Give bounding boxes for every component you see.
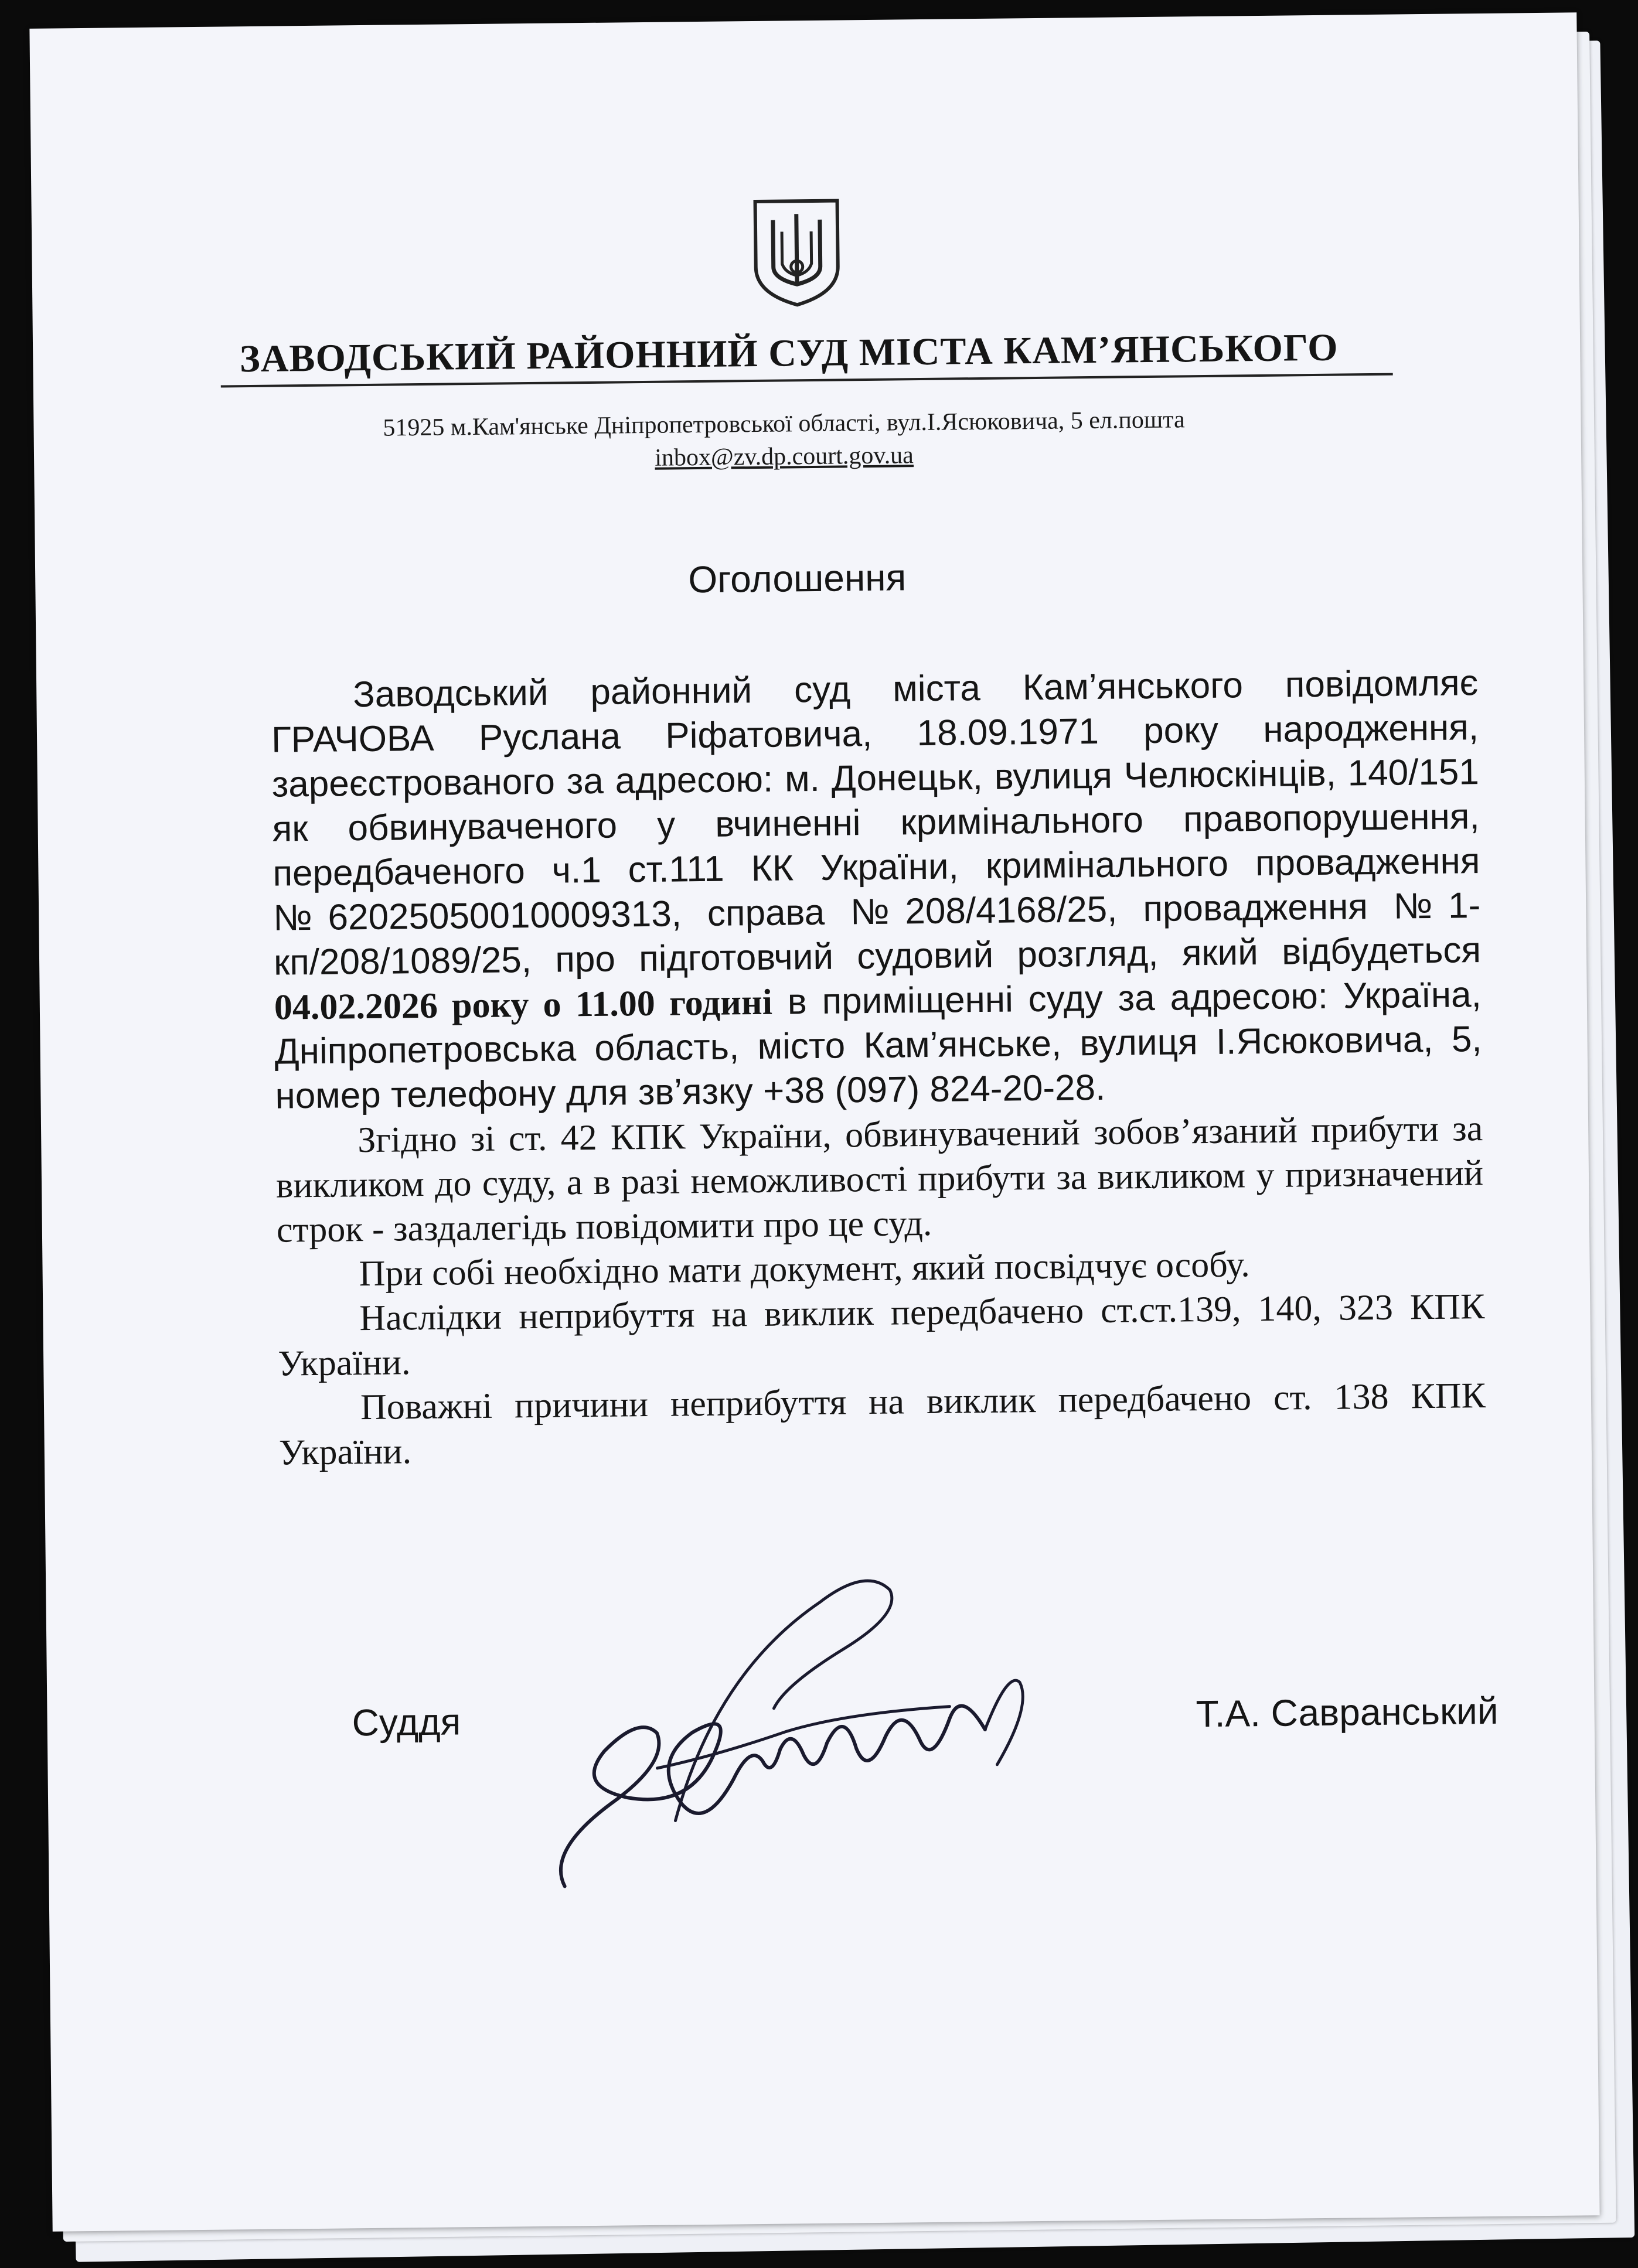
paragraph-consequences: Наслідки неприбуття на виклик передбачено ст.ст.139, 140, 323 КПК України.	[277, 1287, 1485, 1384]
email-link[interactable]: inbox@zv.dp.court.gov.ua	[655, 442, 914, 472]
hearing-datetime: 04.02.2026 року о 11.00 годині	[274, 982, 773, 1028]
ukraine-trident-emblem-icon	[749, 196, 844, 308]
court-address	[233, 402, 1335, 479]
document-page	[29, 12, 1599, 2231]
paragraph-obligation: Згідно зі ст. 42 КПК України, обвинувачений зобов’язаний прибути за викликом до суду, а в разі неможливості прибути за викликом у призначений строк - заздалегідь повідомити про це суд.	[275, 1109, 1484, 1250]
paragraph-id-document: При собі необхідно мати документ, який посвідчує особу.	[359, 1244, 1250, 1294]
signature-role: Суддя	[352, 1700, 461, 1744]
summons-text-end: в приміщенні суду за адресою: Україна, Дніпропетровська область, місто Кам’янське, вулиця І.Ясюковича, 5, номер телефону для зв’язку +38 (097) 824-20-28.	[274, 974, 1482, 1117]
summons-text-start: Заводський районний суд міста Кам’янського повідомляє ГРАЧОВА Руслана Ріфатовича, 18.09.1971 року народження, зареєстрованого за адресою: м. Донецьк, вулиця Челюскінців, 140/151 як обвинуваченого у вчиненні кримінального правопорушення, передбаченого ч.1 ст.111 КК України, кримінального провадження №62025050010009313, справа №208/4168/25, провадження №1-кп/208/1089/25, про підготовчий судовий розгляд, який відбудеться	[271, 663, 1482, 983]
announcement-body	[271, 661, 1486, 1475]
address-line: 51925 м.Кам'янське Дніпропетровської області, вул.І.Ясюковича, 5 ел.пошта	[383, 406, 1185, 442]
court-name-header: ЗАВОДСЬКИЙ РАЙОННИЙ СУД МІСТА КАМ’ЯНСЬКОГО	[239, 326, 1339, 381]
handwritten-signature	[538, 1553, 1069, 1922]
paragraph-summons	[271, 661, 1483, 1119]
document-title: Оголошення	[687, 556, 907, 601]
judge-name: Т.А. Савранський	[1196, 1689, 1499, 1735]
paragraph-valid-reasons: Поважні причини неприбуття на виклик передбачено ст. 138 КПК України.	[278, 1376, 1486, 1473]
